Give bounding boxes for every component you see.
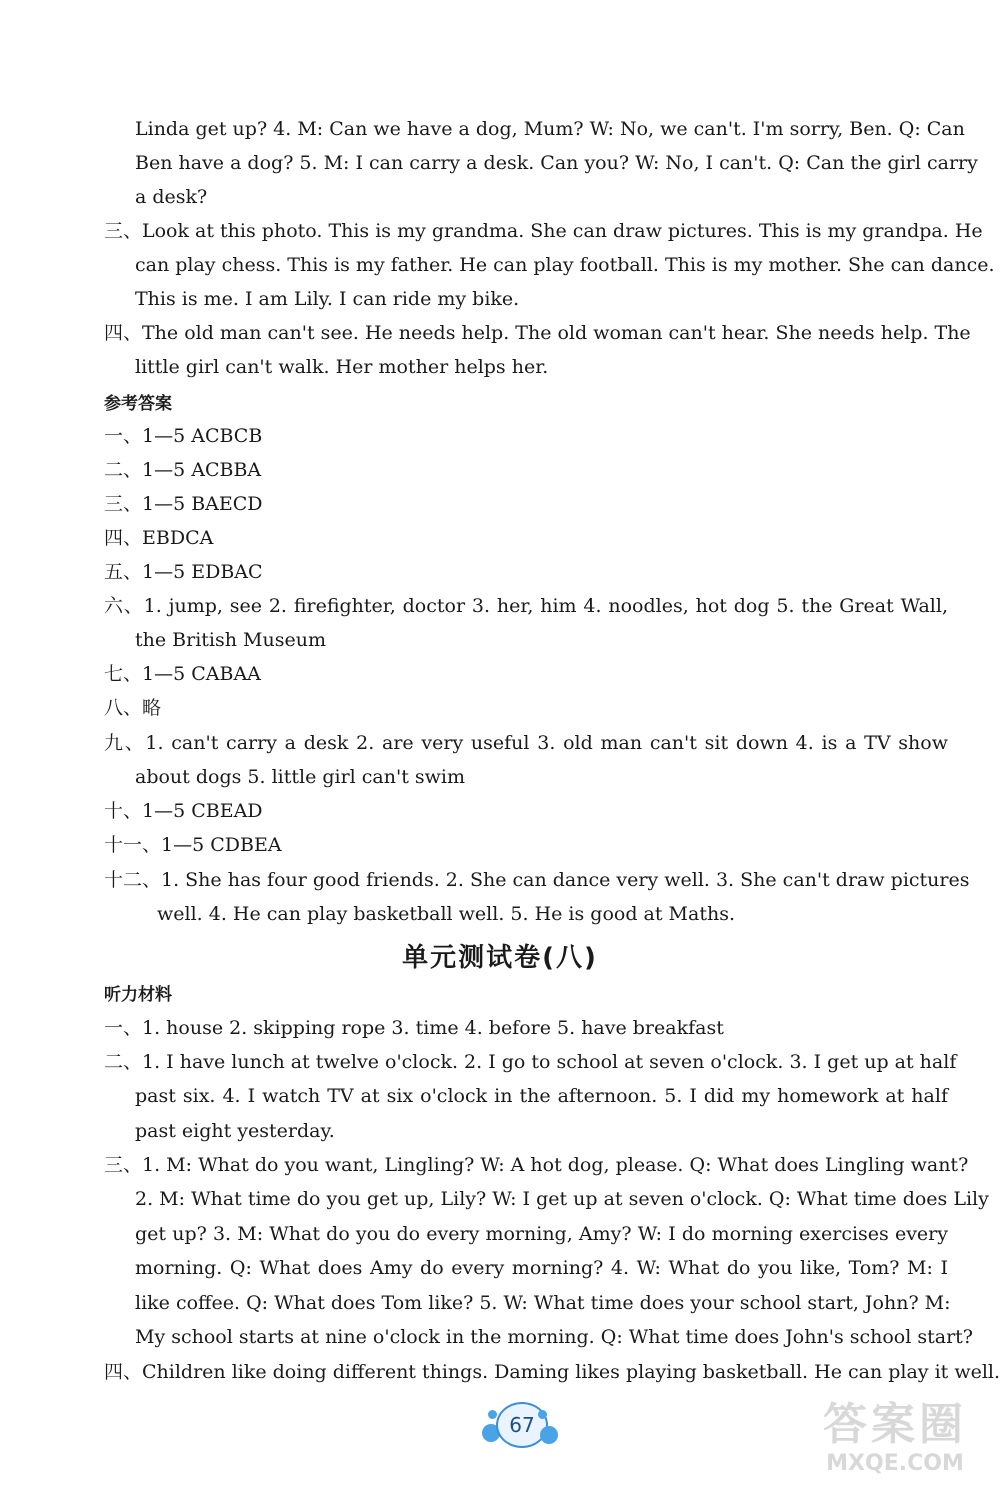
bubble-dot-icon xyxy=(488,1410,497,1419)
watermark xyxy=(800,1399,990,1489)
watermark-logo: 答案圈 xyxy=(823,1399,967,1450)
document-page: Linda get up? 4. M: Can we have a dog, Mum? W: No, we can't. I'm sorry, Ben. Q: Can Ben have a dog? 5. M: I can carry a desk. Can you? W: No, I can't. Q: Can the girl carry a desk? 三、Look at this photo. This is my grandma. She can draw pictures. This is my grandpa. He can play chess. This is my father. He can play football. This is my mother. She can dance. This is me. I am Lily. I can ride my bike. 四、The old man can't see. He needs help. The old woman can't hear. She needs help. The little girl can't walk. Her mother helps her. 参考答案 一、1—5 ACBCB 二、1—5 ACBBA 三、1—5 BAECD 四、EBDCA 五、1—5 EDBAC 六、1. jump, see 2. firefighter, doctor 3. her, him 4. noodles, hot dog 5. the Great Wall, the British Museum 七、1—5 CABAA 八、略 九、1. can't carry a desk 2. are very useful 3. old man can't sit down 4. is a TV show about dogs 5. little girl can't swim 十、1—5 CBEAD 十一、1—5 CDBEA 十二、1. She has four good friends. 2. She can dance very well. 3. She can't draw pictures well. 4. He can play basketball well. 5. He is good at Maths. 单元测试卷(八) 听力材料 一、1. house 2. skipping rope 3. time 4. before 5. have breakfast 二、1. I have lunch at twelve o'clock. 2. I go to school at seven o'clock. 3. I get up at half past six. 4. I watch TV at six o'clock in the afternoon. 5. I did my homework at half past eight yesterday. 三、1. M: What do you want, Lingling? W: A hot dog, please. Q: What does Lingling want? 2. M: What time do you get up, Lily? W: I get up at seven o'clock. Q: What time does Lily get up? 3. M: What do you do every morning, Amy? W: I do morning exercises every morning. Q: What does Amy do every morning? 4. W: What do you like, Tom? M: I like coffee. Q: What does Tom like? 5. W: What time does your school start, John? M: My school starts at nine o'clock in the morning. Q: What time does John's school start? 四、Children like doing different things. Daming likes playing basketball. He can play it well. 67 答案圈 MXQE.COM xyxy=(0,0,1000,1497)
listening-heading: 听力材料 xyxy=(104,985,172,1005)
bubble-dot-icon xyxy=(540,1426,558,1444)
section-title: 单元测试卷(八) xyxy=(402,943,598,973)
watermark-url: MXQE.COM xyxy=(826,1451,964,1476)
page-number-badge xyxy=(480,1400,570,1450)
answers-heading: 参考答案 xyxy=(104,394,172,414)
bubble-dot-icon xyxy=(538,1410,547,1419)
page-number: 67 xyxy=(496,1402,548,1448)
